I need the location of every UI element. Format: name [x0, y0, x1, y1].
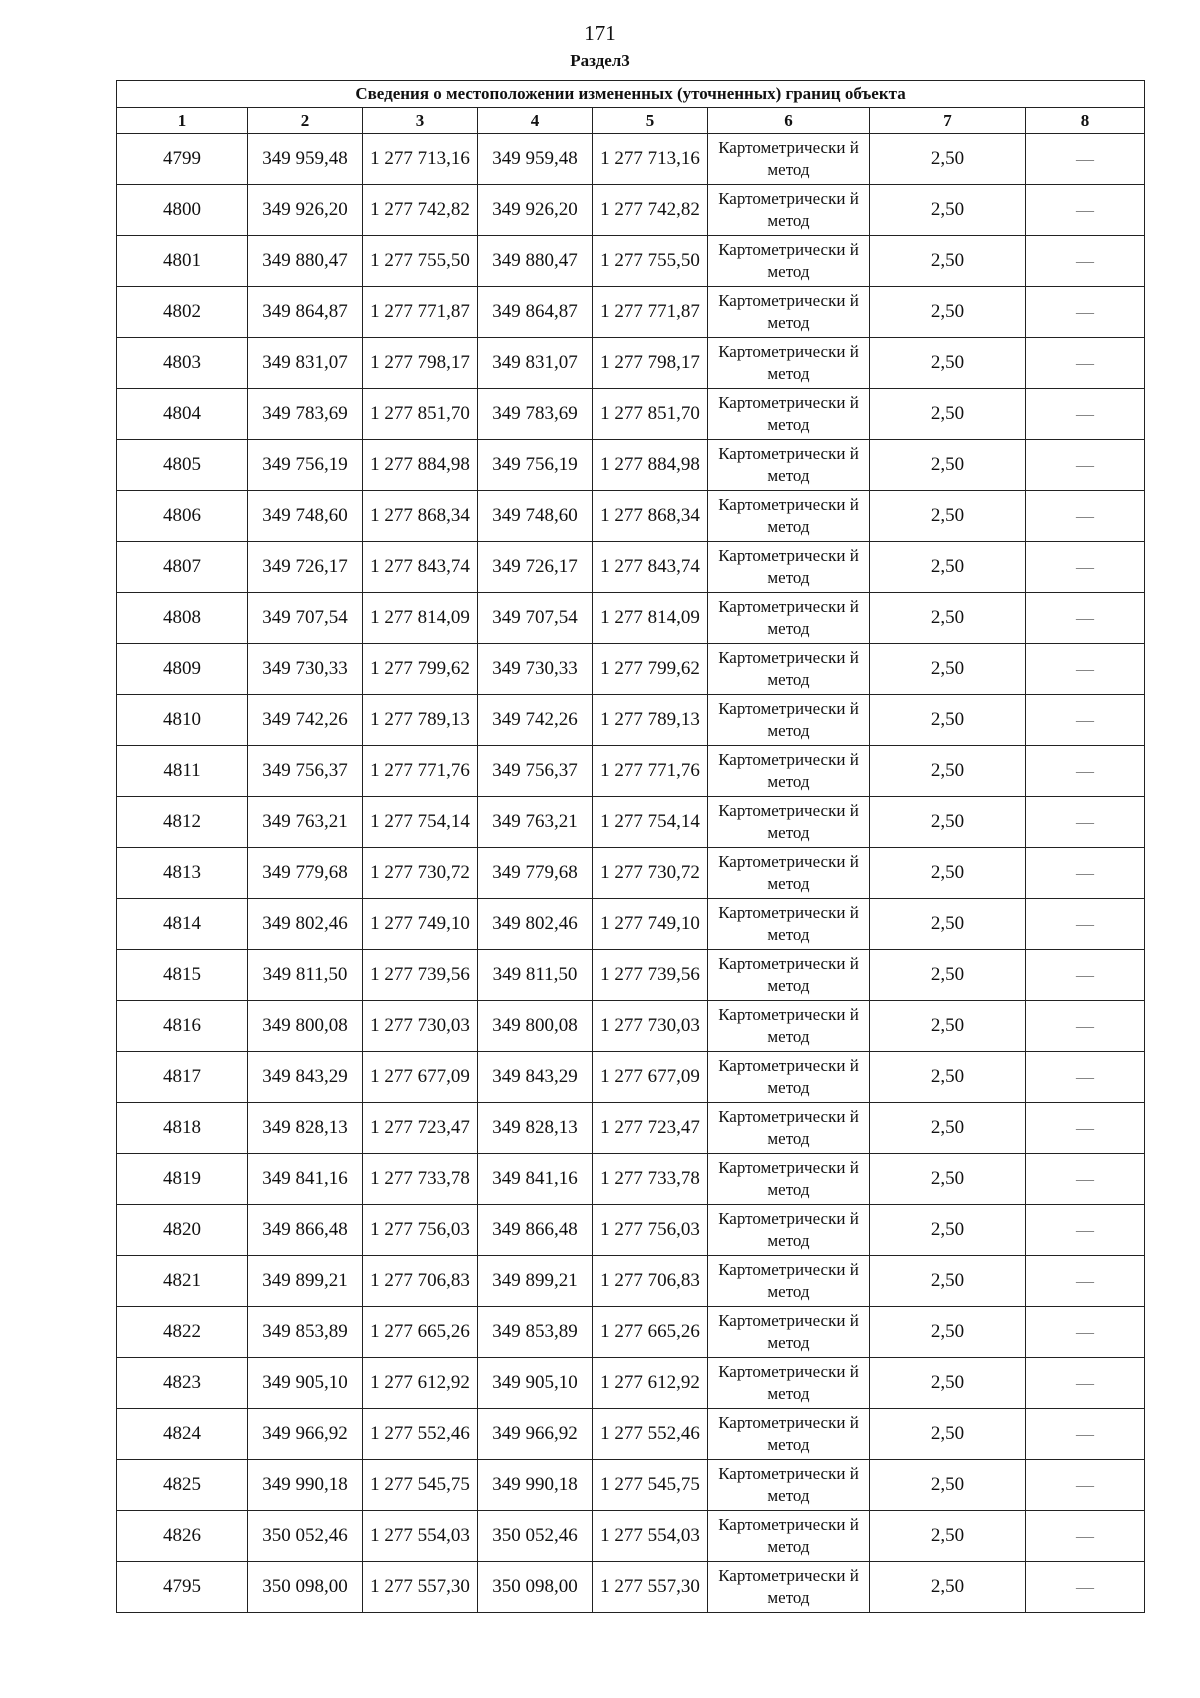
- table-row: [117, 236, 1145, 287]
- cell-method: Картометрически й метод: [708, 1409, 870, 1460]
- cell-description: —: [1026, 287, 1145, 338]
- cell-point-number: 4814: [117, 899, 248, 950]
- cell-method: Картометрически й метод: [708, 491, 870, 542]
- table-row: [117, 185, 1145, 236]
- cell-x-old: 349 828,13: [248, 1103, 363, 1154]
- table-row: [117, 1205, 1145, 1256]
- cell-x-old: 349 959,48: [248, 134, 363, 185]
- cell-point-number: 4803: [117, 338, 248, 389]
- cell-y-new: 1 277 557,30: [593, 1562, 708, 1613]
- cell-x-old: 349 742,26: [248, 695, 363, 746]
- cell-description: —: [1026, 1052, 1145, 1103]
- cell-x-old: 349 707,54: [248, 593, 363, 644]
- cell-accuracy: 2,50: [870, 1052, 1026, 1103]
- cell-x-old: 349 763,21: [248, 797, 363, 848]
- cell-y-new: 1 277 723,47: [593, 1103, 708, 1154]
- cell-accuracy: 2,50: [870, 491, 1026, 542]
- cell-point-number: 4825: [117, 1460, 248, 1511]
- cell-x-old: 349 990,18: [248, 1460, 363, 1511]
- cell-x-new: 349 866,48: [478, 1205, 593, 1256]
- cell-method: Картометрически й метод: [708, 695, 870, 746]
- cell-y-new: 1 277 733,78: [593, 1154, 708, 1205]
- table-row: [117, 542, 1145, 593]
- cell-x-new: 349 966,92: [478, 1409, 593, 1460]
- column-number-7: 7: [870, 108, 1026, 134]
- cell-y-new: 1 277 755,50: [593, 236, 708, 287]
- cell-y-old: 1 277 771,87: [363, 287, 478, 338]
- cell-x-new: 349 748,60: [478, 491, 593, 542]
- column-number-1: 1: [117, 108, 248, 134]
- cell-description: —: [1026, 746, 1145, 797]
- cell-method: Картометрически й метод: [708, 593, 870, 644]
- cell-y-old: 1 277 755,50: [363, 236, 478, 287]
- cell-point-number: 4816: [117, 1001, 248, 1052]
- cell-method: Картометрически й метод: [708, 1460, 870, 1511]
- cell-accuracy: 2,50: [870, 848, 1026, 899]
- cell-accuracy: 2,50: [870, 1307, 1026, 1358]
- cell-y-old: 1 277 612,92: [363, 1358, 478, 1409]
- table-row: [117, 1103, 1145, 1154]
- cell-method: Картометрически й метод: [708, 389, 870, 440]
- cell-method: Картометрически й метод: [708, 1256, 870, 1307]
- cell-point-number: 4810: [117, 695, 248, 746]
- cell-method: Картометрически й метод: [708, 287, 870, 338]
- cell-accuracy: 2,50: [870, 287, 1026, 338]
- table-row: [117, 1358, 1145, 1409]
- cell-y-old: 1 277 677,09: [363, 1052, 478, 1103]
- cell-description: —: [1026, 1001, 1145, 1052]
- cell-point-number: 4804: [117, 389, 248, 440]
- cell-x-new: 349 841,16: [478, 1154, 593, 1205]
- cell-x-new: 349 880,47: [478, 236, 593, 287]
- cell-point-number: 4801: [117, 236, 248, 287]
- cell-point-number: 4806: [117, 491, 248, 542]
- cell-y-old: 1 277 754,14: [363, 797, 478, 848]
- column-number-6: 6: [708, 108, 870, 134]
- coordinates-table: [116, 80, 1145, 1613]
- cell-method: Картометрически й метод: [708, 236, 870, 287]
- table-row: [117, 1256, 1145, 1307]
- cell-method: Картометрически й метод: [708, 950, 870, 1001]
- cell-y-new: 1 277 754,14: [593, 797, 708, 848]
- cell-point-number: 4826: [117, 1511, 248, 1562]
- cell-accuracy: 2,50: [870, 440, 1026, 491]
- cell-x-new: 349 853,89: [478, 1307, 593, 1358]
- cell-accuracy: 2,50: [870, 389, 1026, 440]
- table-row: [117, 338, 1145, 389]
- cell-x-new: 350 098,00: [478, 1562, 593, 1613]
- cell-point-number: 4819: [117, 1154, 248, 1205]
- cell-x-new: 349 783,69: [478, 389, 593, 440]
- cell-method: Картометрически й метод: [708, 1103, 870, 1154]
- cell-method: Картометрически й метод: [708, 1562, 870, 1613]
- cell-y-old: 1 277 733,78: [363, 1154, 478, 1205]
- cell-y-old: 1 277 868,34: [363, 491, 478, 542]
- cell-point-number: 4809: [117, 644, 248, 695]
- cell-accuracy: 2,50: [870, 746, 1026, 797]
- cell-accuracy: 2,50: [870, 1460, 1026, 1511]
- cell-y-old: 1 277 739,56: [363, 950, 478, 1001]
- cell-point-number: 4805: [117, 440, 248, 491]
- cell-method: Картометрически й метод: [708, 899, 870, 950]
- cell-accuracy: 2,50: [870, 899, 1026, 950]
- cell-method: Картометрически й метод: [708, 797, 870, 848]
- cell-point-number: 4818: [117, 1103, 248, 1154]
- cell-method: Картометрически й метод: [708, 1307, 870, 1358]
- cell-description: —: [1026, 1154, 1145, 1205]
- cell-description: —: [1026, 593, 1145, 644]
- column-number-row: [117, 108, 1145, 134]
- cell-method: Картометрически й метод: [708, 644, 870, 695]
- table-row: [117, 1052, 1145, 1103]
- cell-description: —: [1026, 797, 1145, 848]
- cell-description: —: [1026, 1358, 1145, 1409]
- cell-accuracy: 2,50: [870, 1256, 1026, 1307]
- cell-accuracy: 2,50: [870, 1103, 1026, 1154]
- cell-y-old: 1 277 843,74: [363, 542, 478, 593]
- cell-accuracy: 2,50: [870, 185, 1026, 236]
- cell-point-number: 4795: [117, 1562, 248, 1613]
- table-row: [117, 1460, 1145, 1511]
- cell-y-old: 1 277 706,83: [363, 1256, 478, 1307]
- cell-point-number: 4808: [117, 593, 248, 644]
- cell-y-new: 1 277 884,98: [593, 440, 708, 491]
- cell-y-new: 1 277 730,03: [593, 1001, 708, 1052]
- cell-x-old: 349 841,16: [248, 1154, 363, 1205]
- cell-description: —: [1026, 950, 1145, 1001]
- cell-x-old: 349 831,07: [248, 338, 363, 389]
- cell-method: Картометрически й метод: [708, 1358, 870, 1409]
- cell-point-number: 4807: [117, 542, 248, 593]
- cell-x-old: 350 098,00: [248, 1562, 363, 1613]
- cell-x-old: 349 864,87: [248, 287, 363, 338]
- cell-y-new: 1 277 868,34: [593, 491, 708, 542]
- cell-x-new: 349 828,13: [478, 1103, 593, 1154]
- cell-x-old: 349 726,17: [248, 542, 363, 593]
- cell-accuracy: 2,50: [870, 542, 1026, 593]
- cell-point-number: 4812: [117, 797, 248, 848]
- cell-x-old: 349 843,29: [248, 1052, 363, 1103]
- cell-description: —: [1026, 1256, 1145, 1307]
- cell-y-new: 1 277 756,03: [593, 1205, 708, 1256]
- cell-y-new: 1 277 706,83: [593, 1256, 708, 1307]
- cell-x-old: 349 899,21: [248, 1256, 363, 1307]
- cell-description: —: [1026, 1511, 1145, 1562]
- table-row: [117, 389, 1145, 440]
- cell-x-new: 349 707,54: [478, 593, 593, 644]
- cell-description: —: [1026, 491, 1145, 542]
- cell-description: —: [1026, 899, 1145, 950]
- cell-y-old: 1 277 851,70: [363, 389, 478, 440]
- cell-x-new: 349 756,19: [478, 440, 593, 491]
- cell-y-new: 1 277 742,82: [593, 185, 708, 236]
- cell-y-new: 1 277 789,13: [593, 695, 708, 746]
- cell-point-number: 4799: [117, 134, 248, 185]
- cell-x-new: 350 052,46: [478, 1511, 593, 1562]
- cell-y-old: 1 277 771,76: [363, 746, 478, 797]
- cell-y-old: 1 277 742,82: [363, 185, 478, 236]
- cell-y-old: 1 277 552,46: [363, 1409, 478, 1460]
- table-row: [117, 950, 1145, 1001]
- cell-x-new: 349 800,08: [478, 1001, 593, 1052]
- table-row: [117, 1409, 1145, 1460]
- cell-method: Картометрически й метод: [708, 746, 870, 797]
- cell-x-old: 349 800,08: [248, 1001, 363, 1052]
- cell-point-number: 4815: [117, 950, 248, 1001]
- table-caption: Сведения о местоположении измененных (уточненных) границ объекта: [117, 81, 1145, 108]
- cell-accuracy: 2,50: [870, 593, 1026, 644]
- cell-y-new: 1 277 665,26: [593, 1307, 708, 1358]
- table-row: [117, 746, 1145, 797]
- cell-description: —: [1026, 134, 1145, 185]
- cell-accuracy: 2,50: [870, 1562, 1026, 1613]
- cell-accuracy: 2,50: [870, 338, 1026, 389]
- cell-point-number: 4823: [117, 1358, 248, 1409]
- cell-point-number: 4800: [117, 185, 248, 236]
- cell-accuracy: 2,50: [870, 236, 1026, 287]
- cell-point-number: 4824: [117, 1409, 248, 1460]
- column-number-2: 2: [248, 108, 363, 134]
- cell-x-old: 349 756,37: [248, 746, 363, 797]
- cell-x-old: 349 966,92: [248, 1409, 363, 1460]
- cell-accuracy: 2,50: [870, 1358, 1026, 1409]
- cell-y-new: 1 277 677,09: [593, 1052, 708, 1103]
- cell-x-new: 349 763,21: [478, 797, 593, 848]
- cell-description: —: [1026, 1205, 1145, 1256]
- cell-y-old: 1 277 799,62: [363, 644, 478, 695]
- cell-x-old: 349 748,60: [248, 491, 363, 542]
- column-number-4: 4: [478, 108, 593, 134]
- cell-x-new: 349 864,87: [478, 287, 593, 338]
- table-row: [117, 1307, 1145, 1358]
- cell-y-old: 1 277 749,10: [363, 899, 478, 950]
- cell-point-number: 4817: [117, 1052, 248, 1103]
- cell-method: Картометрически й метод: [708, 848, 870, 899]
- cell-x-old: 349 811,50: [248, 950, 363, 1001]
- cell-description: —: [1026, 389, 1145, 440]
- page-number: 171: [584, 21, 616, 45]
- cell-y-new: 1 277 730,72: [593, 848, 708, 899]
- table-row: [117, 1562, 1145, 1613]
- cell-y-old: 1 277 713,16: [363, 134, 478, 185]
- cell-x-new: 349 730,33: [478, 644, 593, 695]
- cell-accuracy: 2,50: [870, 1409, 1026, 1460]
- cell-description: —: [1026, 338, 1145, 389]
- table-row: [117, 1154, 1145, 1205]
- cell-y-new: 1 277 749,10: [593, 899, 708, 950]
- cell-y-new: 1 277 739,56: [593, 950, 708, 1001]
- cell-x-new: 349 843,29: [478, 1052, 593, 1103]
- cell-x-old: 349 880,47: [248, 236, 363, 287]
- cell-method: Картометрически й метод: [708, 1205, 870, 1256]
- cell-method: Картометрически й метод: [708, 338, 870, 389]
- cell-method: Картометрически й метод: [708, 1511, 870, 1562]
- cell-accuracy: 2,50: [870, 950, 1026, 1001]
- cell-x-new: 349 779,68: [478, 848, 593, 899]
- cell-description: —: [1026, 236, 1145, 287]
- cell-y-old: 1 277 730,03: [363, 1001, 478, 1052]
- table-row: [117, 1511, 1145, 1562]
- cell-accuracy: 2,50: [870, 1154, 1026, 1205]
- cell-y-old: 1 277 884,98: [363, 440, 478, 491]
- cell-y-old: 1 277 814,09: [363, 593, 478, 644]
- cell-y-new: 1 277 798,17: [593, 338, 708, 389]
- cell-x-new: 349 742,26: [478, 695, 593, 746]
- cell-y-new: 1 277 814,09: [593, 593, 708, 644]
- cell-y-old: 1 277 557,30: [363, 1562, 478, 1613]
- cell-x-new: 349 959,48: [478, 134, 593, 185]
- column-number-3: 3: [363, 108, 478, 134]
- cell-accuracy: 2,50: [870, 1511, 1026, 1562]
- table-row: [117, 491, 1145, 542]
- section-title: Раздел3: [570, 51, 630, 70]
- cell-description: —: [1026, 1409, 1145, 1460]
- table-row: [117, 593, 1145, 644]
- cell-method: Картометрически й метод: [708, 440, 870, 491]
- cell-point-number: 4822: [117, 1307, 248, 1358]
- table-row: [117, 1001, 1145, 1052]
- cell-y-new: 1 277 771,87: [593, 287, 708, 338]
- cell-x-old: 349 756,19: [248, 440, 363, 491]
- cell-y-new: 1 277 851,70: [593, 389, 708, 440]
- cell-accuracy: 2,50: [870, 134, 1026, 185]
- table-row: [117, 848, 1145, 899]
- cell-description: —: [1026, 695, 1145, 746]
- cell-y-new: 1 277 713,16: [593, 134, 708, 185]
- cell-x-old: 349 866,48: [248, 1205, 363, 1256]
- cell-method: Картометрически й метод: [708, 134, 870, 185]
- cell-accuracy: 2,50: [870, 695, 1026, 746]
- cell-accuracy: 2,50: [870, 1205, 1026, 1256]
- cell-description: —: [1026, 848, 1145, 899]
- table-row: [117, 695, 1145, 746]
- cell-x-new: 349 756,37: [478, 746, 593, 797]
- cell-y-new: 1 277 843,74: [593, 542, 708, 593]
- cell-x-new: 349 802,46: [478, 899, 593, 950]
- cell-x-old: 349 730,33: [248, 644, 363, 695]
- cell-description: —: [1026, 440, 1145, 491]
- cell-description: —: [1026, 185, 1145, 236]
- column-number-8: 8: [1026, 108, 1145, 134]
- cell-y-old: 1 277 554,03: [363, 1511, 478, 1562]
- cell-point-number: 4820: [117, 1205, 248, 1256]
- cell-y-new: 1 277 552,46: [593, 1409, 708, 1460]
- cell-accuracy: 2,50: [870, 1001, 1026, 1052]
- cell-y-new: 1 277 799,62: [593, 644, 708, 695]
- cell-y-new: 1 277 771,76: [593, 746, 708, 797]
- table-row: [117, 134, 1145, 185]
- cell-x-old: 349 779,68: [248, 848, 363, 899]
- cell-x-new: 349 905,10: [478, 1358, 593, 1409]
- cell-x-old: 349 853,89: [248, 1307, 363, 1358]
- cell-method: Картометрически й метод: [708, 542, 870, 593]
- cell-x-old: 349 905,10: [248, 1358, 363, 1409]
- cell-method: Картометрически й метод: [708, 185, 870, 236]
- cell-description: —: [1026, 1307, 1145, 1358]
- cell-y-new: 1 277 554,03: [593, 1511, 708, 1562]
- table-body: [117, 134, 1145, 1613]
- cell-x-new: 349 990,18: [478, 1460, 593, 1511]
- cell-y-old: 1 277 756,03: [363, 1205, 478, 1256]
- cell-point-number: 4811: [117, 746, 248, 797]
- table-row: [117, 797, 1145, 848]
- cell-x-new: 349 726,17: [478, 542, 593, 593]
- cell-x-old: 349 802,46: [248, 899, 363, 950]
- cell-y-old: 1 277 665,26: [363, 1307, 478, 1358]
- cell-x-new: 349 899,21: [478, 1256, 593, 1307]
- cell-y-old: 1 277 730,72: [363, 848, 478, 899]
- cell-y-old: 1 277 798,17: [363, 338, 478, 389]
- cell-point-number: 4813: [117, 848, 248, 899]
- cell-x-new: 349 811,50: [478, 950, 593, 1001]
- cell-accuracy: 2,50: [870, 644, 1026, 695]
- table-row: [117, 440, 1145, 491]
- cell-method: Картометрически й метод: [708, 1001, 870, 1052]
- cell-description: —: [1026, 1460, 1145, 1511]
- table-row: [117, 644, 1145, 695]
- cell-method: Картометрически й метод: [708, 1052, 870, 1103]
- cell-description: —: [1026, 644, 1145, 695]
- cell-y-new: 1 277 545,75: [593, 1460, 708, 1511]
- cell-point-number: 4821: [117, 1256, 248, 1307]
- cell-point-number: 4802: [117, 287, 248, 338]
- cell-x-old: 349 926,20: [248, 185, 363, 236]
- cell-y-new: 1 277 612,92: [593, 1358, 708, 1409]
- cell-x-old: 349 783,69: [248, 389, 363, 440]
- cell-description: —: [1026, 1562, 1145, 1613]
- cell-y-old: 1 277 789,13: [363, 695, 478, 746]
- cell-description: —: [1026, 1103, 1145, 1154]
- cell-method: Картометрически й метод: [708, 1154, 870, 1205]
- cell-y-old: 1 277 723,47: [363, 1103, 478, 1154]
- table-row: [117, 287, 1145, 338]
- cell-accuracy: 2,50: [870, 797, 1026, 848]
- cell-description: —: [1026, 542, 1145, 593]
- cell-x-new: 349 926,20: [478, 185, 593, 236]
- column-number-5: 5: [593, 108, 708, 134]
- cell-x-old: 350 052,46: [248, 1511, 363, 1562]
- cell-x-new: 349 831,07: [478, 338, 593, 389]
- table-row: [117, 899, 1145, 950]
- cell-y-old: 1 277 545,75: [363, 1460, 478, 1511]
